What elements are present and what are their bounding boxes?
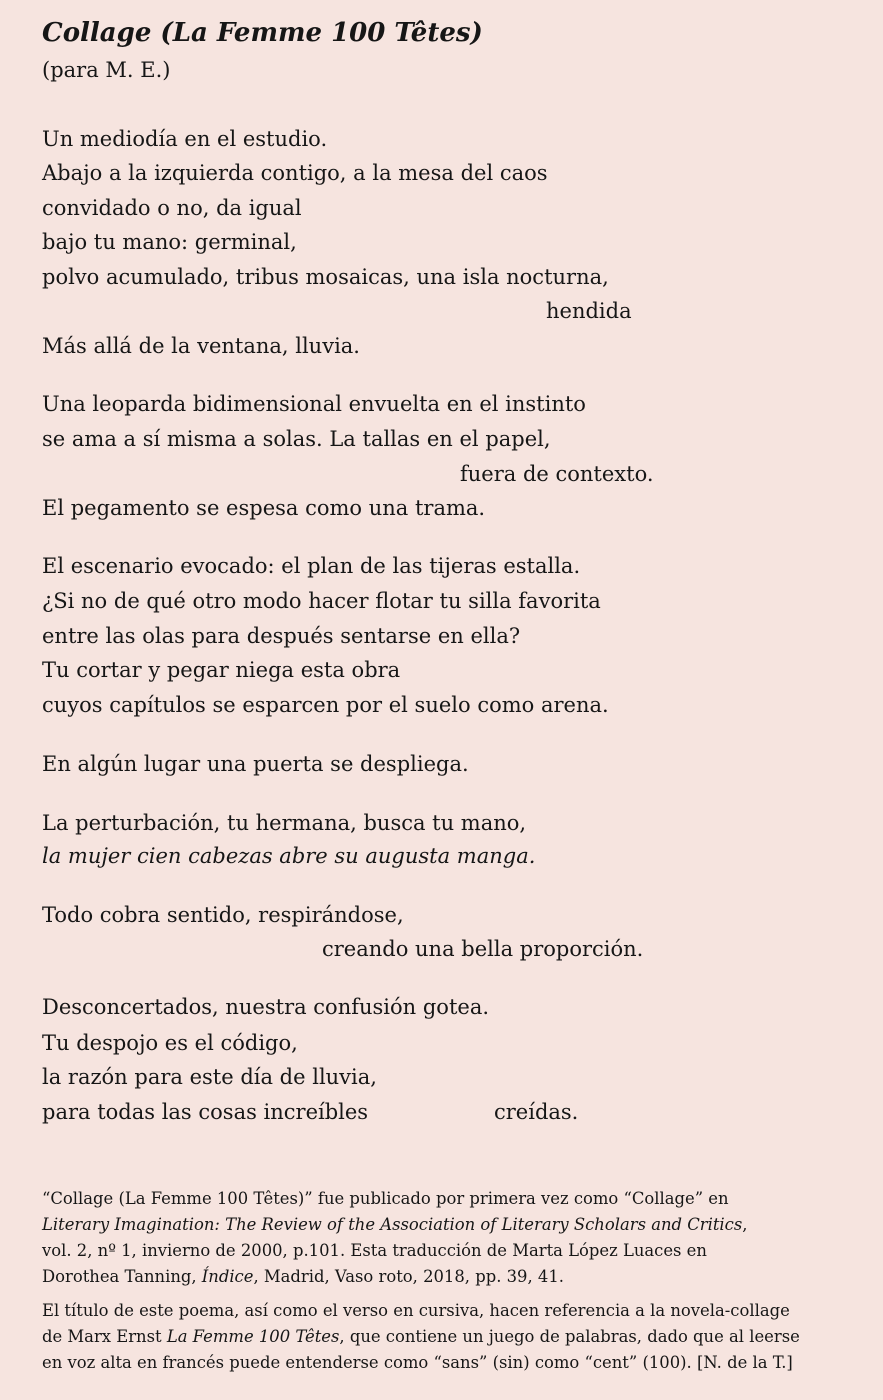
poem-line: Todo cobra sentido, respirándose,	[42, 903, 404, 927]
poem-line: Un mediodía en el estudio.	[42, 127, 328, 151]
poem-line: Desconcertados, nuestra confusión gotea.	[42, 995, 490, 1019]
poem-line: entre las olas para después sentarse en ella?	[42, 624, 521, 648]
poem-line-italic: la mujer cien cabezas abre su augusta manga.	[42, 844, 536, 868]
footnote-line	[42, 1350, 852, 1376]
poem-line: creídas.	[494, 1100, 579, 1124]
journal-title: Literary Imagination: The Review of the Association of Literary Scholars and Critics	[42, 1215, 743, 1234]
poem-line: creando una bella proporción.	[322, 937, 644, 961]
footnote-line	[42, 1186, 852, 1212]
footnote-text: en voz alta en francés puede entenderse como “sans” (sin) como “cent” (100). [N. de la T.]	[42, 1353, 793, 1372]
poem-line: El escenario evocado: el plan de las tijeras estalla.	[42, 554, 581, 578]
footnote-text: “Collage (La Femme 100 Têtes)” fue publicado por primera vez como “Collage” en	[42, 1189, 729, 1208]
poem-line: En algún lugar una puerta se despliega.	[42, 752, 469, 776]
poem-title: Collage (La Femme 100 Têtes)	[42, 18, 483, 48]
poem-line: cuyos capítulos se esparcen por el suelo como arena.	[42, 693, 609, 717]
footnote-line	[42, 1264, 852, 1290]
poem-line: fuera de contexto.	[460, 462, 654, 486]
footnote-line	[42, 1212, 852, 1238]
footnote-line	[42, 1298, 852, 1324]
poem-line: ¿Si no de qué otro modo hacer flotar tu silla favorita	[42, 589, 601, 613]
book-title: Índice	[201, 1267, 254, 1286]
poem-line: la razón para este día de lluvia,	[42, 1065, 377, 1089]
poem-line: Más allá de la ventana, lluvia.	[42, 334, 360, 358]
poem-line: para todas las cosas increíbles	[42, 1100, 369, 1124]
poem-dedication: (para M. E.)	[42, 58, 171, 82]
poem-line: Una leoparda bidimensional envuelta en el instinto	[42, 392, 586, 416]
poem-line: se ama a sí misma a solas. La tallas en el papel,	[42, 427, 551, 451]
footnote-text: , Madrid, Vaso roto, 2018, pp. 39, 41.	[253, 1267, 564, 1286]
poem-line: El pegamento se espesa como una trama.	[42, 496, 486, 520]
poem-line: La perturbación, tu hermana, busca tu mano,	[42, 811, 527, 835]
poem-line: hendida	[546, 299, 632, 323]
footnotes	[42, 1186, 852, 1376]
poem-line: Tu despojo es el código,	[42, 1031, 298, 1055]
footnote-text: vol. 2, nº 1, invierno de 2000, p.101. Esta traducción de Marta López Luaces en	[42, 1241, 707, 1260]
footnote-text: , que contiene un juego de palabras, dado que al leerse	[339, 1327, 800, 1346]
poem-line: Tu cortar y pegar niega esta obra	[42, 658, 401, 682]
poem-line: convidado o no, da igual	[42, 196, 302, 220]
poem-line: bajo tu mano: germinal,	[42, 230, 297, 254]
footnote-text: Dorothea Tanning,	[42, 1267, 202, 1286]
novel-title: La Femme 100 Têtes	[166, 1327, 340, 1346]
poem-line: Abajo a la izquierda contigo, a la mesa del caos	[42, 161, 548, 185]
footnote-text: de Marx Ernst	[42, 1327, 167, 1346]
poem-line: polvo acumulado, tribus mosaicas, una isla nocturna,	[42, 265, 609, 289]
footnote-line	[42, 1238, 852, 1264]
footnote-text: El título de este poema, así como el verso en cursiva, hacen referencia a la novela-collage	[42, 1301, 790, 1320]
footnote-text: ,	[742, 1215, 748, 1234]
footnote-line	[42, 1324, 852, 1350]
